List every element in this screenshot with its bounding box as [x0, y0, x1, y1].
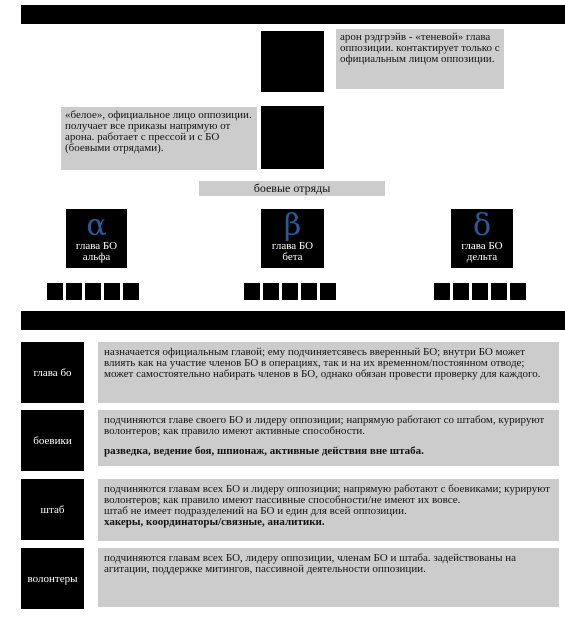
squad-alpha-members: [47, 283, 139, 300]
top-header-bar: [21, 5, 565, 24]
squad-alpha-label-1: глава БО: [75, 240, 118, 252]
member-square: [263, 283, 279, 300]
member-square: [104, 283, 120, 300]
role-fighters-duties: разведка, ведение боя, шпионаж, активные действия вне штаба.: [104, 445, 424, 457]
squad-alpha-label-2: альфа: [82, 251, 111, 263]
member-square: [301, 283, 317, 300]
member-square: [244, 283, 260, 300]
section-divider-bar: [21, 311, 565, 330]
squad-delta-members: [434, 283, 526, 300]
role-headquarters-text: подчиняются главам всех БО и лидеру оппозиции; напрямую работают с боевиками; курируют волонтеров; как правило имеют пассивные способности/не имеют их вовсе.: [104, 483, 550, 506]
beta-glyph: β: [283, 208, 302, 243]
squad-beta-label-1: глава БО: [271, 240, 314, 252]
member-square: [434, 283, 450, 300]
role-squad-head-description: [98, 342, 559, 403]
role-headquarters-duties: хакеры, координаторы/связные, аналитики.: [104, 516, 325, 528]
member-square: [472, 283, 488, 300]
alpha-glyph: α: [86, 208, 107, 243]
role-fighters-text: подчиняются главе своего БО и лидеру оппозиции; напрямую работают со штабом, курируют волонтеров; как правило имеют активные способности.: [104, 414, 545, 437]
delta-glyph: δ: [472, 208, 492, 243]
role-squad-head: глава бо: [21, 342, 84, 403]
official-leader-block: [261, 106, 324, 169]
role-squad-head-text: назначается официальным главой; ему подчиняетсявесь вверенный БО; внутри БО может влиять как на участие членов БО в операциях, так и на их временном/постоянном отводе; может самостоятельно набирать членов в БО, однако обязан провести проверку для каждого.: [104, 346, 541, 380]
squad-beta-label-2: бета: [282, 251, 303, 263]
member-square: [320, 283, 336, 300]
member-square: [85, 283, 101, 300]
member-square: [282, 283, 298, 300]
role-headquarters-text2: штаб не имеет подразделений на БО и един для всей оппозиции.: [104, 505, 407, 517]
member-square: [123, 283, 139, 300]
role-volunteers-text: подчиняются главам всех БО, лидеру оппозиции, членам БО и штаба. задействованы на агитации, поддержке митингов, пассивной деятельности оппозиции.: [104, 552, 517, 575]
squad-beta-head: [261, 209, 324, 268]
member-square: [47, 283, 63, 300]
squad-delta-label-1: глава БО: [461, 240, 503, 252]
member-square: [510, 283, 526, 300]
squad-delta-label-2: дельта: [466, 251, 498, 263]
role-fighters: боевики: [21, 410, 84, 471]
official-leader-description: «белое», официальное лицо оппозиции. получает все приказы напрямую от арона. работает с прессой и с БО (боевыми отрядами).: [61, 107, 257, 170]
shadow-leader-description: арон рэдгрэйв - «теневой» глава оппозиции. контактирует только с официальным лицом оппозиции.: [336, 29, 504, 89]
role-headquarters-description: [98, 479, 559, 541]
squad-alpha-head: [66, 209, 127, 268]
member-square: [66, 283, 82, 300]
squads-label: боевые отряды: [199, 181, 385, 196]
role-fighters-description: [98, 410, 559, 466]
role-volunteers: волонтеры: [21, 548, 84, 609]
shadow-leader-block: [261, 31, 324, 92]
squad-beta-members: [244, 283, 336, 300]
member-square: [453, 283, 469, 300]
squad-delta-head: [451, 209, 513, 268]
member-square: [491, 283, 507, 300]
role-headquarters: штаб: [21, 479, 84, 540]
role-volunteers-description: [98, 548, 559, 607]
